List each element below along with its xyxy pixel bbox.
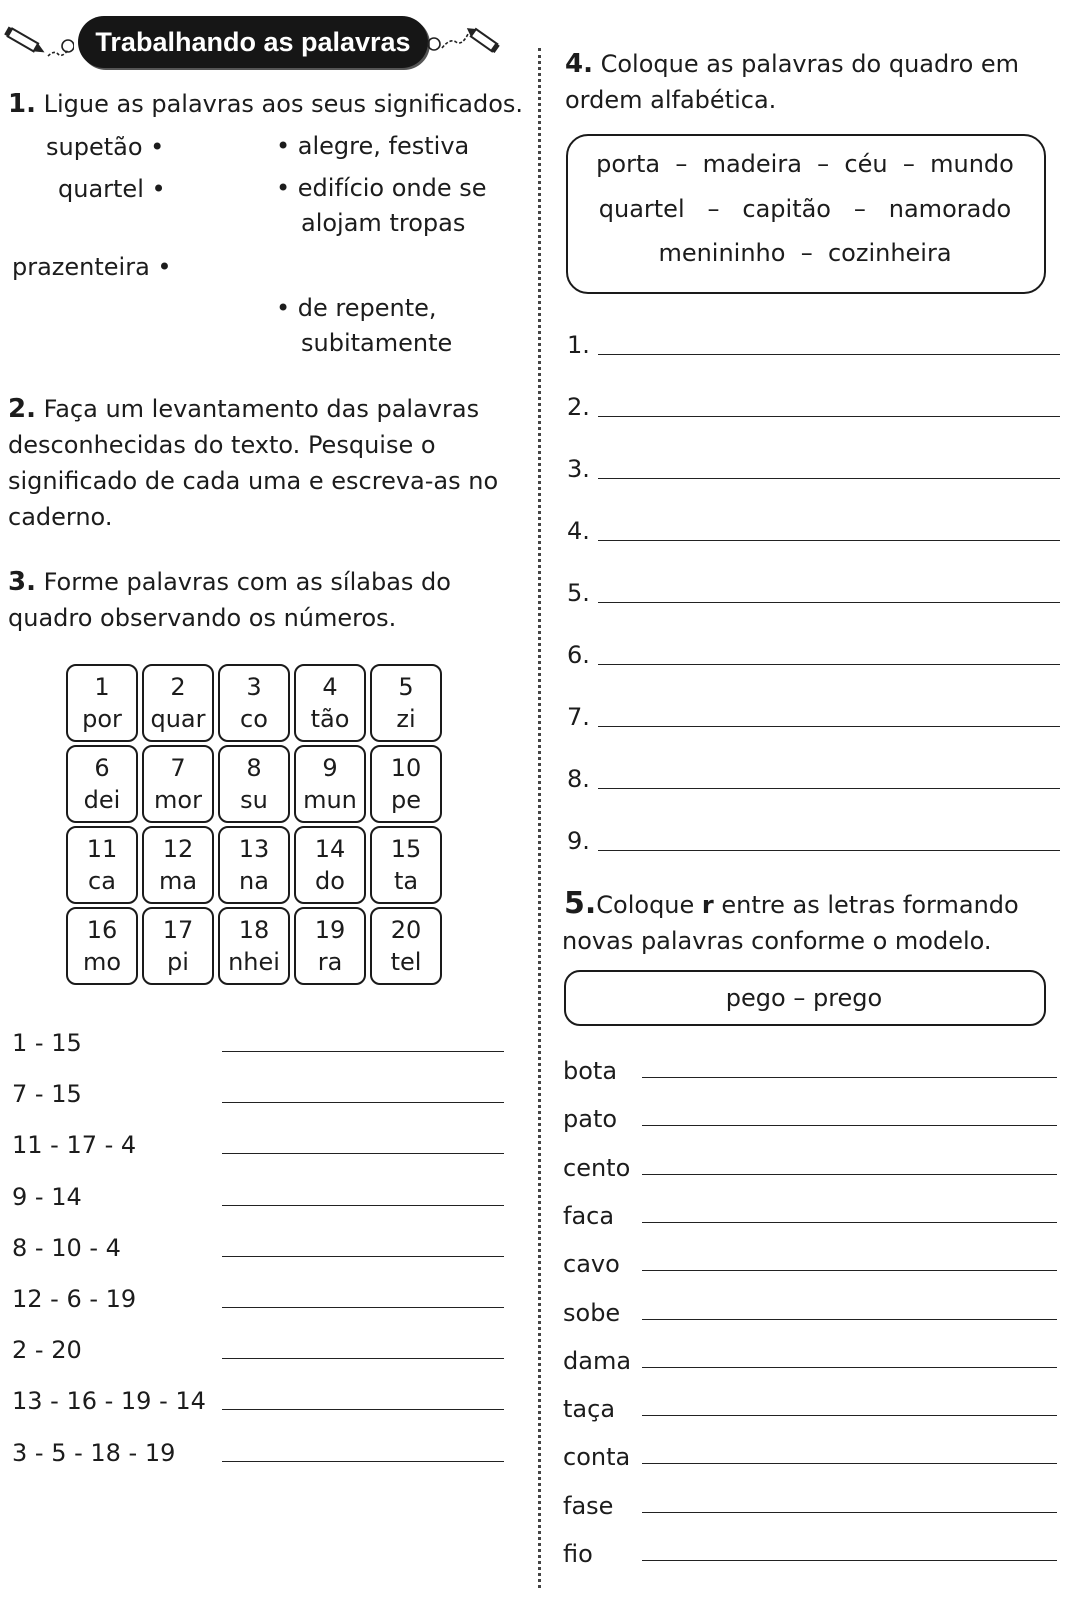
- q4-box-line-1: porta – madeira – céu – mundo: [596, 150, 1014, 178]
- combo-answer-line[interactable]: [222, 1051, 504, 1052]
- word-answer-line[interactable]: [642, 1174, 1057, 1175]
- syllable-number: 1: [94, 673, 110, 701]
- q5-letter-r: r: [701, 891, 714, 919]
- q2-line-3: significado de cada uma e escreva-as no: [8, 467, 499, 495]
- syllable-text: ra: [317, 948, 343, 976]
- answer-number: 6.: [567, 641, 590, 669]
- syllable-cell: [66, 907, 138, 985]
- syllable-text: quar: [150, 705, 206, 733]
- combo-label: 9 - 14: [12, 1182, 82, 1211]
- syllable-text: mun: [303, 786, 357, 814]
- answer-line[interactable]: [598, 354, 1060, 355]
- word-label: taça: [563, 1395, 616, 1424]
- q1-meaning-2-cont: alojam tropas: [301, 209, 466, 237]
- syllable-text: ta: [393, 867, 419, 895]
- answer-line[interactable]: [598, 416, 1060, 417]
- syllable-cell: [142, 907, 214, 985]
- syllable-number: 3: [246, 673, 262, 701]
- q5-model: pego – prego: [725, 984, 883, 1012]
- syllable-cell: [294, 907, 366, 985]
- syllable-cell: [142, 745, 214, 823]
- q1-meaning-1[interactable]: • alegre, festiva: [276, 132, 470, 160]
- syllable-number: 16: [86, 916, 118, 944]
- q4-box-line-2: quartel – capitão – namorado: [598, 195, 1012, 223]
- combo-answer-line[interactable]: [222, 1153, 504, 1154]
- combo-label: 11 - 17 - 4: [12, 1131, 137, 1160]
- syllable-number: 7: [170, 754, 186, 782]
- syllable-cell: [218, 826, 290, 904]
- word-answer-line[interactable]: [642, 1222, 1057, 1223]
- syllable-text: dei: [83, 786, 121, 814]
- syllable-text: na: [239, 867, 269, 895]
- q1-meaning-2[interactable]: • edifício onde se: [276, 174, 487, 202]
- q1-meaning-3-cont: subitamente: [301, 329, 453, 357]
- q1-meaning-3[interactable]: • de repente,: [276, 294, 437, 322]
- answer-number: 2.: [567, 393, 590, 421]
- syllable-text: por: [82, 705, 122, 733]
- syllable-number: 2: [170, 673, 186, 701]
- combo-answer-line[interactable]: [222, 1358, 504, 1359]
- q2-line-4: caderno.: [8, 503, 113, 531]
- word-answer-line[interactable]: [642, 1512, 1057, 1513]
- syllable-number: 15: [390, 835, 422, 863]
- word-answer-line[interactable]: [642, 1463, 1057, 1464]
- combo-answer-line[interactable]: [222, 1102, 504, 1103]
- syllable-number: 11: [86, 835, 118, 863]
- combo-answer-line[interactable]: [222, 1409, 504, 1410]
- syllable-text: do: [315, 867, 345, 895]
- word-answer-line[interactable]: [642, 1415, 1057, 1416]
- syllable-cell: [294, 664, 366, 742]
- combo-answer-line[interactable]: [222, 1461, 504, 1462]
- syllable-number: 4: [322, 673, 338, 701]
- q5-text-post: entre as letras formando: [713, 891, 1019, 919]
- word-answer-line[interactable]: [642, 1077, 1057, 1078]
- word-label: bota: [563, 1057, 618, 1085]
- combo-label: 13 - 16 - 19 - 14: [12, 1387, 206, 1416]
- q4-line-2: ordem alfabética.: [565, 86, 777, 114]
- syllable-cell: [142, 664, 214, 742]
- q1-text: Ligue as palavras aos seus significados.: [43, 90, 524, 118]
- answer-line[interactable]: [598, 788, 1060, 789]
- syllable-text: pe: [391, 786, 421, 814]
- syllable-cell: [142, 826, 214, 904]
- q4-line-1: [565, 46, 1019, 82]
- q5-line-1: [564, 886, 1019, 923]
- syllable-text: pi: [167, 948, 189, 976]
- syllable-cell: [66, 826, 138, 904]
- q4-number: 4.: [565, 49, 593, 79]
- syllable-text: mor: [154, 786, 202, 814]
- syllable-number: 12: [162, 835, 194, 863]
- syllable-number: 18: [238, 916, 270, 944]
- q3-number: 3.: [8, 567, 36, 597]
- q2-line-1: [8, 391, 479, 427]
- q5-text-pre: Coloque: [596, 891, 702, 919]
- syllable-cell: [294, 826, 366, 904]
- q1-word-prazenteira[interactable]: prazenteira •: [12, 253, 172, 281]
- answer-number: 9.: [567, 827, 590, 855]
- answer-number: 5.: [567, 579, 590, 607]
- syllable-text: zi: [396, 705, 416, 733]
- q1-prompt: [8, 86, 523, 122]
- q2-text-1: Faça um levantamento das palavras: [43, 395, 480, 423]
- syllable-cell: [370, 745, 442, 823]
- word-answer-line[interactable]: [642, 1367, 1057, 1368]
- syllable-cell: [294, 745, 366, 823]
- answer-number: 4.: [567, 517, 590, 545]
- syllable-text: nhei: [228, 948, 280, 976]
- syllable-number: 14: [314, 835, 346, 863]
- syllable-number: 6: [94, 754, 110, 782]
- combo-answer-line[interactable]: [222, 1256, 504, 1257]
- answer-number: 1.: [567, 331, 590, 359]
- q5-line-2: novas palavras conforme o modelo.: [562, 927, 992, 955]
- word-answer-line[interactable]: [642, 1270, 1057, 1271]
- answer-line[interactable]: [598, 478, 1060, 479]
- combo-label: 8 - 10 - 4: [12, 1233, 121, 1262]
- syllable-number: 10: [390, 754, 422, 782]
- syllable-cell: [66, 745, 138, 823]
- syllable-number: 13: [238, 835, 270, 863]
- syllable-text: mo: [82, 948, 122, 976]
- q2-line-2: desconhecidas do texto. Pesquise o: [8, 431, 436, 459]
- q1-word-quartel[interactable]: quartel •: [58, 175, 166, 203]
- answer-line[interactable]: [598, 602, 1060, 603]
- syllable-number: 19: [314, 916, 346, 944]
- syllable-cell: [66, 664, 138, 742]
- word-answer-line[interactable]: [642, 1560, 1057, 1561]
- combo-label: 3 - 5 - 18 - 19: [12, 1438, 176, 1467]
- word-label: sobe: [563, 1298, 621, 1327]
- word-label: fio: [563, 1540, 593, 1568]
- syllable-cell: [218, 907, 290, 985]
- pencil-right-icon: [424, 22, 504, 69]
- word-label: cavo: [563, 1250, 620, 1279]
- syllable-number: 9: [322, 754, 338, 782]
- word-label: cento: [563, 1153, 631, 1182]
- syllable-text: su: [240, 786, 268, 814]
- combo-label: 2 - 20: [12, 1336, 82, 1365]
- q1-word-supetao[interactable]: supetão •: [46, 133, 165, 161]
- q4-text-1: Coloque as palavras do quadro em: [600, 50, 1020, 78]
- syllable-cell: [370, 826, 442, 904]
- combo-label: 7 - 15: [12, 1080, 82, 1109]
- syllable-grid: [66, 664, 446, 985]
- q5-number: 5.: [564, 886, 597, 921]
- syllable-text: tel: [390, 948, 422, 976]
- pencil-left-icon: [4, 22, 74, 69]
- word-answer-line[interactable]: [642, 1319, 1057, 1320]
- syllable-text: tão: [310, 705, 350, 733]
- word-label: conta: [563, 1443, 631, 1472]
- column-divider: [538, 48, 541, 1588]
- combo-answer-line[interactable]: [222, 1205, 504, 1206]
- syllable-text: ca: [88, 867, 116, 895]
- word-label: faca: [563, 1201, 615, 1230]
- word-label: fase: [563, 1491, 614, 1520]
- syllable-number: 8: [246, 754, 262, 782]
- syllable-text: co: [240, 705, 268, 733]
- q4-box-line-3: menininho – cozinheira: [658, 239, 952, 267]
- q3-text-1: Forme palavras com as sílabas do: [43, 568, 451, 596]
- q1-number: 1.: [8, 89, 36, 119]
- q3-line-1: [8, 564, 451, 600]
- syllable-cell: [370, 907, 442, 985]
- combo-answer-line[interactable]: [222, 1307, 504, 1308]
- combo-label: 1 - 15: [12, 1029, 82, 1057]
- syllable-number: 5: [398, 673, 414, 701]
- combo-label: 12 - 6 - 19: [12, 1285, 137, 1313]
- syllable-text: ma: [158, 867, 198, 895]
- word-label: pato: [563, 1105, 618, 1134]
- answer-number: 3.: [567, 455, 590, 483]
- syllable-number: 20: [390, 916, 422, 944]
- syllable-cell: [218, 745, 290, 823]
- answer-line[interactable]: [598, 850, 1060, 851]
- q3-line-2: quadro observando os números.: [8, 604, 397, 632]
- answer-line[interactable]: [598, 540, 1060, 541]
- answer-number: 7.: [567, 703, 590, 731]
- answer-line[interactable]: [598, 664, 1060, 665]
- syllable-number: 17: [162, 916, 194, 944]
- answer-number: 8.: [567, 765, 590, 793]
- syllable-cell: [218, 664, 290, 742]
- q2-number: 2.: [8, 394, 36, 424]
- syllable-cell: [370, 664, 442, 742]
- answer-line[interactable]: [598, 726, 1060, 727]
- word-label: dama: [563, 1346, 632, 1375]
- page-title: Trabalhando as palavras: [78, 16, 428, 68]
- word-answer-line[interactable]: [642, 1125, 1057, 1126]
